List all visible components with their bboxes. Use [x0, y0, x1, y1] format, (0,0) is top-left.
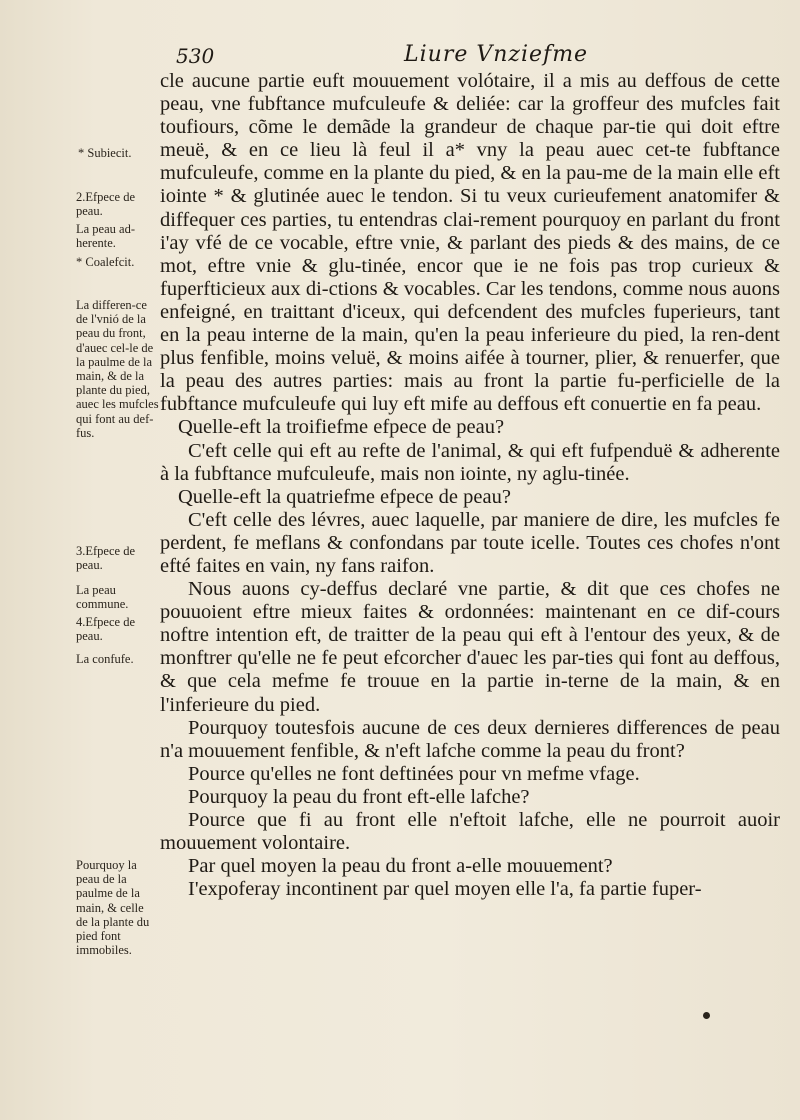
page-number: 530 — [176, 44, 215, 68]
margin-note: 4.Efpece de peau. — [76, 615, 135, 644]
margin-note: La peau ad-herente. — [76, 222, 135, 251]
margin-note: * Coalefcit. — [76, 255, 135, 269]
paragraph: C'eft celle qui eft au refte de l'animal, & qui eft fufpenduë & adherente à la fubftance mufculeufe, mais non iointe, ny aglu-tinée. — [160, 439, 780, 485]
margin-note: Pourquoy la peau de la paulme de la main, & celle de la plante du pied font immobiles. — [76, 858, 150, 958]
body-text — [160, 70, 780, 901]
paragraph: C'eft celle des lévres, auec laquelle, par maniere de dire, les mufcles fe perdent, fe meflans & confondans par toute icelle. Toutes ces chofes n'ont efté faites en vain, ny fans raifon. — [160, 508, 780, 577]
question: Quelle-eft la troifiefme efpece de peau? — [178, 416, 505, 439]
margin-note: La peau commune. — [76, 583, 129, 612]
margin-note: 2.Efpece de peau. — [76, 190, 135, 219]
question: Pourquoy toutesfois aucune de ces deux dernieres differences de peau n'a mouuement fenfible, & n'eft lafche comme la peau du front? — [160, 716, 780, 762]
paragraph: Nous auons cy-deffus declaré vne partie, & dit que ces chofes ne pouuoient eftre mieux faites & ordonnées: maintenant en ce dif-cours noftre intention eft, de traitter de la peau qui eft à l'entour des yeux, & de monftrer qu'elle ne fe peut efcorcher d'auec les par-ties qui font au deffous, & que cela mefme fe trouue en la partie in-terne de la main, & en l'inferieure du pied. — [160, 578, 780, 716]
question: Pourquoy la peau du front eft-elle lafche? — [188, 785, 530, 808]
margin-note: La differen-ce de l'vnió de la peau du front, d'auec cel-le de la paulme de la main, & de la plante du pied, auec les mufcles qui font au def-fus. — [76, 298, 159, 440]
paragraph: cle aucune partie euft mouuement volótaire, il a mis au deffous de cette peau, vne fubftance mufculeufe & deliée: car la groffeur des mufcles fait toufiours, cõme le demãde la grandeur de chaque par-tie qui doit eftre meuë, & en ce lieu là feul il a* vny la peau auec cet-te fubftance mufculeufe, comme en la plante du pied, & en la pau-me de la main elle eft iointe * & glutinée auec le tendon. Si tu veux curieufement anatomifer & diffequer ces parties, tu entendras clai-rement pourquoy en parlant du front i'ay vfé de ce vocable, eftre vnie, & parlant des pieds & des mains, de ce mot, eftre vnie & glu-tinée, encor que ie ne fois pas trop curieux & fuperfticieux aux di-ctions & vocables. Car les tendons, comme nous auons enfeigné, en traittant d'iceux, qui defcendent des mufcles fuperieurs, tant en la peau interne de la main, qu'en la peau inferieure du pied, la ren-dent plus fenfible, moins veluë, & moins aifée à tourner, plier, & renuerfer, que la peau des autres parties: mais au front la partie fu-perficielle de la fubftance mufculeufe qui luy eft mife au deffous eft conuertie en fa peau. — [160, 70, 780, 416]
running-title: Liure Vnziefme — [404, 42, 589, 67]
margin-note: * Subiecit. — [78, 146, 132, 160]
paragraph: Pource que fi au front elle n'eftoit lafche, elle ne pourroit auoir mouuement volontaire. — [160, 809, 780, 855]
page-header — [0, 40, 800, 70]
ink-dot — [703, 1012, 710, 1019]
paragraph: Pource qu'elles ne font deftinées pour vn mefme vfage. — [188, 762, 640, 785]
question: Par quel moyen la peau du front a-elle mouuement? — [188, 855, 613, 878]
margin-note: 3.Efpece de peau. — [76, 544, 135, 573]
question: Quelle-eft la quatriefme efpece de peau? — [178, 485, 511, 508]
paragraph: I'expoferay incontinent par quel moyen elle l'a, fa partie fuper- — [188, 878, 702, 901]
margin-note: La confufe. — [76, 652, 134, 666]
